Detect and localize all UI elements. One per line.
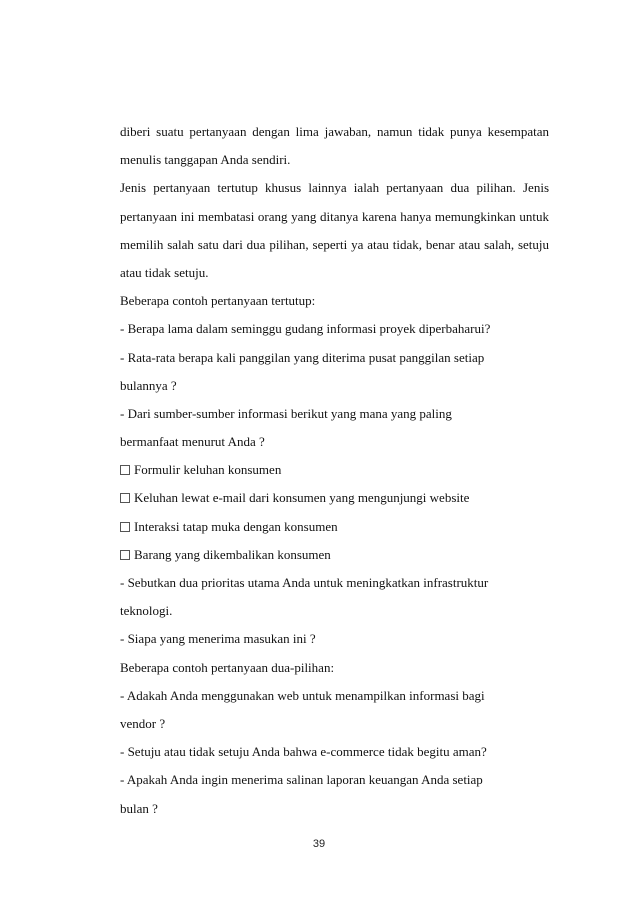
bullet-option xyxy=(120,456,549,484)
question-item: - Sebutkan dua prioritas utama Anda untuk meningkatkan infrastruktur xyxy=(120,575,489,590)
question-item: - Berapa lama dalam seminggu gudang informasi proyek diperbaharui? xyxy=(120,321,491,337)
checkbox-bullet-icon xyxy=(120,465,130,475)
question-item-continued: bermanfaat menurut Anda ? xyxy=(120,434,265,450)
question-item: - Dari sumber-sumber informasi berikut yang mana yang paling xyxy=(120,405,452,421)
paragraph-line: atau tidak setuju. xyxy=(120,264,209,280)
checkbox-bullet-icon xyxy=(120,493,130,503)
bullet-option xyxy=(120,513,549,541)
bullet-option-label: Barang yang dikembalikan konsumen xyxy=(134,546,331,562)
question-item-continued: bulannya ? xyxy=(120,377,177,393)
bullet-option-label: Formulir keluhan konsumen xyxy=(134,462,282,478)
question-item-continued: teknologi. xyxy=(120,603,173,619)
question-item: - Rata-rata berapa kali panggilan yang diterima pusat panggilan setiap xyxy=(120,349,485,365)
question-item-continued: vendor ? xyxy=(120,715,166,731)
bullet-option-label: Interaksi tatap muka dengan konsumen xyxy=(134,518,338,534)
paragraph-line: pertanyaan ini membatasi orang yang ditanya karena hanya memungkinkan untuk xyxy=(120,208,549,224)
question-item: - Setuju atau tidak setuju Anda bahwa e-commerce tidak begitu aman? xyxy=(120,744,487,760)
bullet-option xyxy=(120,541,549,569)
paragraph-line: memilih salah satu dari dua pilihan, seperti ya atau tidak, benar atau salah, setuju xyxy=(120,236,549,252)
document-body xyxy=(120,118,549,823)
bullet-option xyxy=(120,484,549,512)
section-heading: Beberapa contoh pertanyaan dua-pilihan: xyxy=(120,659,335,675)
question-item: - Apakah Anda ingin menerima salinan laporan keuangan Anda setiap xyxy=(120,772,483,788)
checkbox-bullet-icon xyxy=(120,550,130,560)
paragraph-line: Jenis pertanyaan tertutup khusus lainnya ialah pertanyaan dua pilihan. Jenis xyxy=(120,180,549,196)
paragraph-line: menulis tanggapan Anda sendiri. xyxy=(120,152,291,168)
paragraph-line: diberi suatu pertanyaan dengan lima jawaban, namun tidak punya kesempatan xyxy=(120,124,549,139)
page-number: 39 xyxy=(312,838,326,850)
section-heading: Beberapa contoh pertanyaan tertutup: xyxy=(120,293,316,309)
checkbox-bullet-icon xyxy=(120,522,130,532)
bullet-option-label: Keluhan lewat e-mail dari konsumen yang mengunjungi website xyxy=(134,490,470,506)
question-item: - Siapa yang menerima masukan ini ? xyxy=(120,631,316,647)
question-item-continued: bulan ? xyxy=(120,800,158,816)
question-item: - Adakah Anda menggunakan web untuk menampilkan informasi bagi xyxy=(120,687,485,703)
